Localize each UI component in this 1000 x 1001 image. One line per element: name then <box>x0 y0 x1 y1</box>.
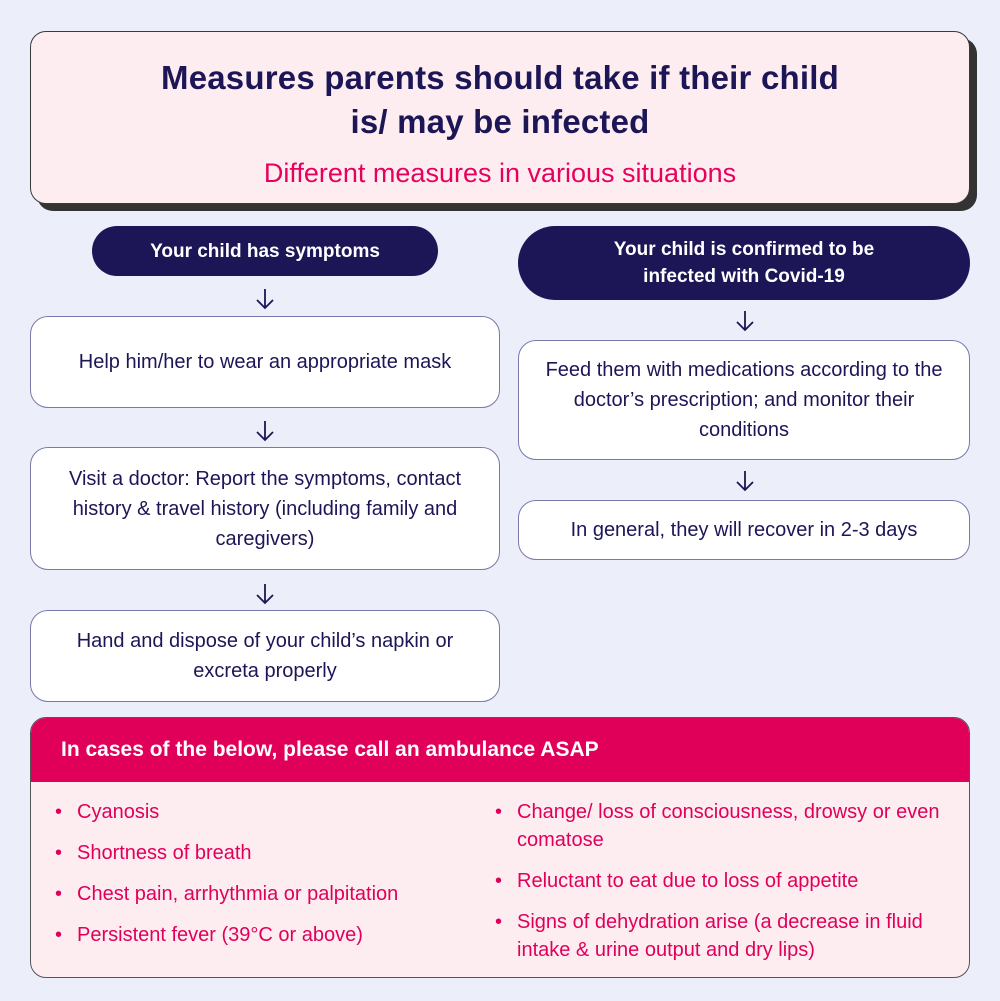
arrow-down-icon <box>730 310 760 332</box>
arrow-down-icon <box>250 288 280 310</box>
left-step-2 <box>30 447 500 570</box>
list-item: • Reluctant to eat due to loss of appetite <box>491 867 961 895</box>
list-item: • Signs of dehydration arise (a decrease in fluid intake & urine output and dry lips) <box>491 908 961 964</box>
alert-heading: In cases of the below, please call an ambulance ASAP <box>31 718 969 782</box>
left-step-2-text: Visit a doctor: Report the symptoms, contact history & travel history (including family and caregivers) <box>68 467 462 550</box>
right-step-1-text: Feed them with medications according to the doctor’s prescription; and monitor their conditions <box>545 359 943 441</box>
left-step-3 <box>30 610 500 702</box>
title-card <box>30 31 970 204</box>
list-item: • Chest pain, arrhythmia or palpitation <box>51 880 491 908</box>
ambulance-alert <box>30 717 970 978</box>
symptom-list-left <box>31 798 491 977</box>
right-flow-heading-text: Your child is confirmed to be infected with Covid-19 <box>613 239 875 287</box>
list-item: • Change/ loss of consciousness, drowsy or even comatose <box>491 798 961 854</box>
list-item: • Cyanosis <box>51 798 491 826</box>
arrow-down-icon <box>250 420 280 442</box>
arrow-down-icon <box>250 583 280 605</box>
right-step-1 <box>518 340 970 460</box>
left-step-1-text: Help him/her to wear an appropriate mask <box>78 351 452 373</box>
right-step-2 <box>518 500 970 560</box>
list-item: • Shortness of breath <box>51 839 491 867</box>
page-title <box>31 56 969 144</box>
symptom-list-right <box>491 798 961 977</box>
title-line-1: Measures parents should take if their child <box>161 59 839 96</box>
subtitle: Different measures in various situations <box>263 158 737 188</box>
right-step-2-text: In general, they will recover in 2-3 days <box>570 519 918 541</box>
list-item: • Persistent fever (39°C or above) <box>51 921 491 949</box>
title-line-2: is/ may be infected <box>350 103 650 140</box>
left-flow-heading: Your child has symptoms <box>92 226 438 276</box>
left-step-3-text: Hand and dispose of your child’s napkin or excreta properly <box>76 630 454 682</box>
arrow-down-icon <box>730 470 760 492</box>
left-step-1 <box>30 316 500 408</box>
right-flow-heading <box>518 226 970 300</box>
